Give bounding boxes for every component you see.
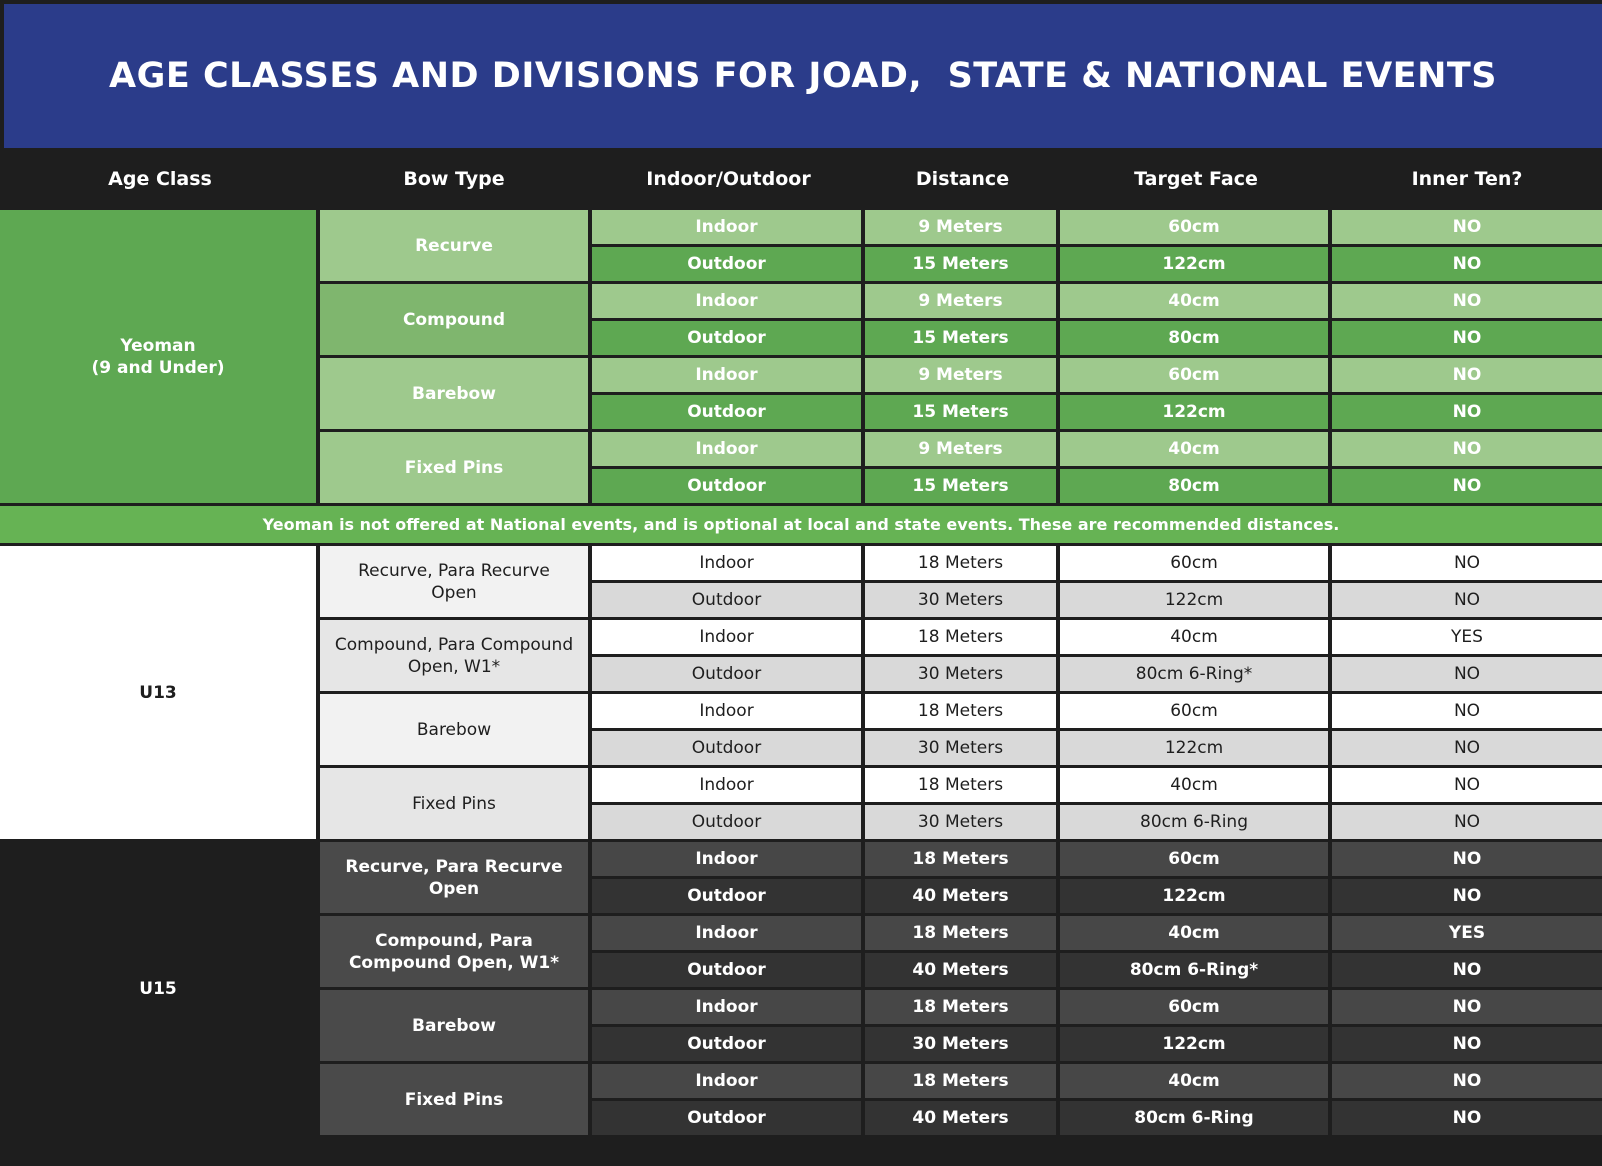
distance-cell: 30 Meters bbox=[865, 657, 1060, 694]
inner-ten-cell: NO bbox=[1332, 284, 1602, 321]
bow-type-cell: Fixed Pins bbox=[320, 768, 592, 842]
inner-ten-cell: NO bbox=[1332, 768, 1602, 805]
indoor-outdoor-cell: Outdoor bbox=[592, 1027, 865, 1064]
header-bow-type: Bow Type bbox=[403, 168, 505, 190]
distance-cell: 18 Meters bbox=[865, 694, 1060, 731]
indoor-outdoor-cell: Outdoor bbox=[592, 321, 865, 358]
target-face-cell: 60cm bbox=[1060, 358, 1332, 395]
target-face-cell: 60cm bbox=[1060, 546, 1332, 583]
indoor-outdoor-cell: Outdoor bbox=[592, 583, 865, 620]
distance-cell: 18 Meters bbox=[865, 842, 1060, 879]
target-face-cell: 40cm bbox=[1060, 620, 1332, 657]
table-row bbox=[0, 210, 1602, 247]
indoor-outdoor-cell: Indoor bbox=[592, 990, 865, 1027]
distance-cell: 15 Meters bbox=[865, 469, 1060, 506]
target-face-cell: 122cm bbox=[1060, 395, 1332, 432]
inner-ten-cell: NO bbox=[1332, 1064, 1602, 1101]
bow-type-cell: Barebow bbox=[320, 990, 592, 1064]
bow-type-cell: Recurve, Para Recurve Open bbox=[320, 842, 592, 916]
distance-cell: 18 Meters bbox=[865, 990, 1060, 1027]
bow-type-cell: Barebow bbox=[320, 358, 592, 432]
target-face-cell: 122cm bbox=[1060, 247, 1332, 284]
inner-ten-cell: NO bbox=[1332, 469, 1602, 506]
distance-cell: 30 Meters bbox=[865, 583, 1060, 620]
distance-cell: 15 Meters bbox=[865, 247, 1060, 284]
inner-ten-cell: YES bbox=[1332, 916, 1602, 953]
inner-ten-cell: NO bbox=[1332, 247, 1602, 284]
target-face-cell: 80cm 6-Ring bbox=[1060, 805, 1332, 842]
distance-cell: 15 Meters bbox=[865, 395, 1060, 432]
bow-type-cell: Recurve, Para Recurve Open bbox=[320, 546, 592, 620]
header-inner-ten: Inner Ten? bbox=[1411, 168, 1523, 190]
indoor-outdoor-cell: Outdoor bbox=[592, 805, 865, 842]
indoor-outdoor-cell: Indoor bbox=[592, 358, 865, 395]
target-face-cell: 40cm bbox=[1060, 768, 1332, 805]
inner-ten-cell: NO bbox=[1332, 210, 1602, 247]
indoor-outdoor-cell: Outdoor bbox=[592, 657, 865, 694]
distance-cell: 9 Meters bbox=[865, 358, 1060, 395]
indoor-outdoor-cell: Indoor bbox=[592, 432, 865, 469]
inner-ten-cell: NO bbox=[1332, 583, 1602, 620]
distance-cell: 15 Meters bbox=[865, 321, 1060, 358]
inner-ten-cell: NO bbox=[1332, 395, 1602, 432]
header-indoor-outdoor: Indoor/Outdoor bbox=[646, 168, 811, 190]
inner-ten-cell: YES bbox=[1332, 620, 1602, 657]
header-age-class: Age Class bbox=[108, 168, 212, 190]
bow-type-cell: Compound bbox=[320, 284, 592, 358]
indoor-outdoor-cell: Indoor bbox=[592, 620, 865, 657]
target-face-cell: 40cm bbox=[1060, 916, 1332, 953]
distance-cell: 40 Meters bbox=[865, 879, 1060, 916]
target-face-cell: 60cm bbox=[1060, 694, 1332, 731]
age-class-table bbox=[0, 210, 1602, 1138]
distance-cell: 30 Meters bbox=[865, 805, 1060, 842]
target-face-cell: 80cm 6-Ring* bbox=[1060, 953, 1332, 990]
yeoman-note: Yeoman is not offered at National events, and is optional at local and state events. These are recommended distances. bbox=[0, 506, 1602, 546]
target-face-cell: 122cm bbox=[1060, 731, 1332, 768]
inner-ten-cell: NO bbox=[1332, 321, 1602, 358]
indoor-outdoor-cell: Outdoor bbox=[592, 879, 865, 916]
header-target-face: Target Face bbox=[1134, 168, 1258, 190]
note-row bbox=[0, 506, 1602, 546]
age-class-cell: Yeoman (9 and Under) bbox=[0, 210, 320, 506]
target-face-cell: 60cm bbox=[1060, 990, 1332, 1027]
inner-ten-cell: NO bbox=[1332, 842, 1602, 879]
target-face-cell: 122cm bbox=[1060, 1027, 1332, 1064]
distance-cell: 30 Meters bbox=[865, 731, 1060, 768]
inner-ten-cell: NO bbox=[1332, 1027, 1602, 1064]
age-class-cell: U15 bbox=[0, 842, 320, 1138]
inner-ten-cell: NO bbox=[1332, 1101, 1602, 1138]
distance-cell: 9 Meters bbox=[865, 210, 1060, 247]
target-face-cell: 80cm 6-Ring* bbox=[1060, 657, 1332, 694]
bow-type-cell: Fixed Pins bbox=[320, 432, 592, 506]
indoor-outdoor-cell: Indoor bbox=[592, 210, 865, 247]
bow-type-cell: Compound, Para Compound Open, W1* bbox=[320, 916, 592, 990]
target-face-cell: 60cm bbox=[1060, 842, 1332, 879]
distance-cell: 18 Meters bbox=[865, 768, 1060, 805]
header-distance: Distance bbox=[915, 168, 1010, 190]
indoor-outdoor-cell: Outdoor bbox=[592, 247, 865, 284]
indoor-outdoor-cell: Outdoor bbox=[592, 731, 865, 768]
inner-ten-cell: NO bbox=[1332, 432, 1602, 469]
bow-type-cell: Barebow bbox=[320, 694, 592, 768]
table-row bbox=[0, 546, 1602, 583]
distance-cell: 40 Meters bbox=[865, 953, 1060, 990]
column-header-row bbox=[0, 148, 1602, 210]
target-face-cell: 122cm bbox=[1060, 879, 1332, 916]
indoor-outdoor-cell: Indoor bbox=[592, 916, 865, 953]
indoor-outdoor-cell: Indoor bbox=[592, 1064, 865, 1101]
distance-cell: 9 Meters bbox=[865, 432, 1060, 469]
distance-cell: 30 Meters bbox=[865, 1027, 1060, 1064]
target-face-cell: 80cm bbox=[1060, 321, 1332, 358]
inner-ten-cell: NO bbox=[1332, 990, 1602, 1027]
indoor-outdoor-cell: Indoor bbox=[592, 768, 865, 805]
target-face-cell: 40cm bbox=[1060, 284, 1332, 321]
indoor-outdoor-cell: Indoor bbox=[592, 284, 865, 321]
indoor-outdoor-cell: Indoor bbox=[592, 694, 865, 731]
age-class-cell: U13 bbox=[0, 546, 320, 842]
inner-ten-cell: NO bbox=[1332, 731, 1602, 768]
target-face-cell: 60cm bbox=[1060, 210, 1332, 247]
target-face-cell: 80cm bbox=[1060, 469, 1332, 506]
title-banner bbox=[4, 4, 1602, 148]
target-face-cell: 40cm bbox=[1060, 1064, 1332, 1101]
bow-type-cell: Recurve bbox=[320, 210, 592, 284]
distance-cell: 18 Meters bbox=[865, 916, 1060, 953]
inner-ten-cell: NO bbox=[1332, 657, 1602, 694]
target-face-cell: 80cm 6-Ring bbox=[1060, 1101, 1332, 1138]
inner-ten-cell: NO bbox=[1332, 694, 1602, 731]
indoor-outdoor-cell: Outdoor bbox=[592, 395, 865, 432]
bow-type-cell: Compound, Para Compound Open, W1* bbox=[320, 620, 592, 694]
bow-type-cell: Fixed Pins bbox=[320, 1064, 592, 1138]
distance-cell: 18 Meters bbox=[865, 1064, 1060, 1101]
indoor-outdoor-cell: Outdoor bbox=[592, 1101, 865, 1138]
page-title: AGE CLASSES AND DIVISIONS FOR JOAD, STATE & NATIONAL EVENTS bbox=[109, 56, 1497, 96]
inner-ten-cell: NO bbox=[1332, 358, 1602, 395]
target-face-cell: 40cm bbox=[1060, 432, 1332, 469]
inner-ten-cell: NO bbox=[1332, 546, 1602, 583]
indoor-outdoor-cell: Indoor bbox=[592, 546, 865, 583]
indoor-outdoor-cell: Outdoor bbox=[592, 469, 865, 506]
target-face-cell: 122cm bbox=[1060, 583, 1332, 620]
indoor-outdoor-cell: Indoor bbox=[592, 842, 865, 879]
table-row bbox=[0, 842, 1602, 879]
inner-ten-cell: NO bbox=[1332, 805, 1602, 842]
distance-cell: 18 Meters bbox=[865, 546, 1060, 583]
inner-ten-cell: NO bbox=[1332, 953, 1602, 990]
distance-cell: 40 Meters bbox=[865, 1101, 1060, 1138]
distance-cell: 18 Meters bbox=[865, 620, 1060, 657]
inner-ten-cell: NO bbox=[1332, 879, 1602, 916]
indoor-outdoor-cell: Outdoor bbox=[592, 953, 865, 990]
distance-cell: 9 Meters bbox=[865, 284, 1060, 321]
